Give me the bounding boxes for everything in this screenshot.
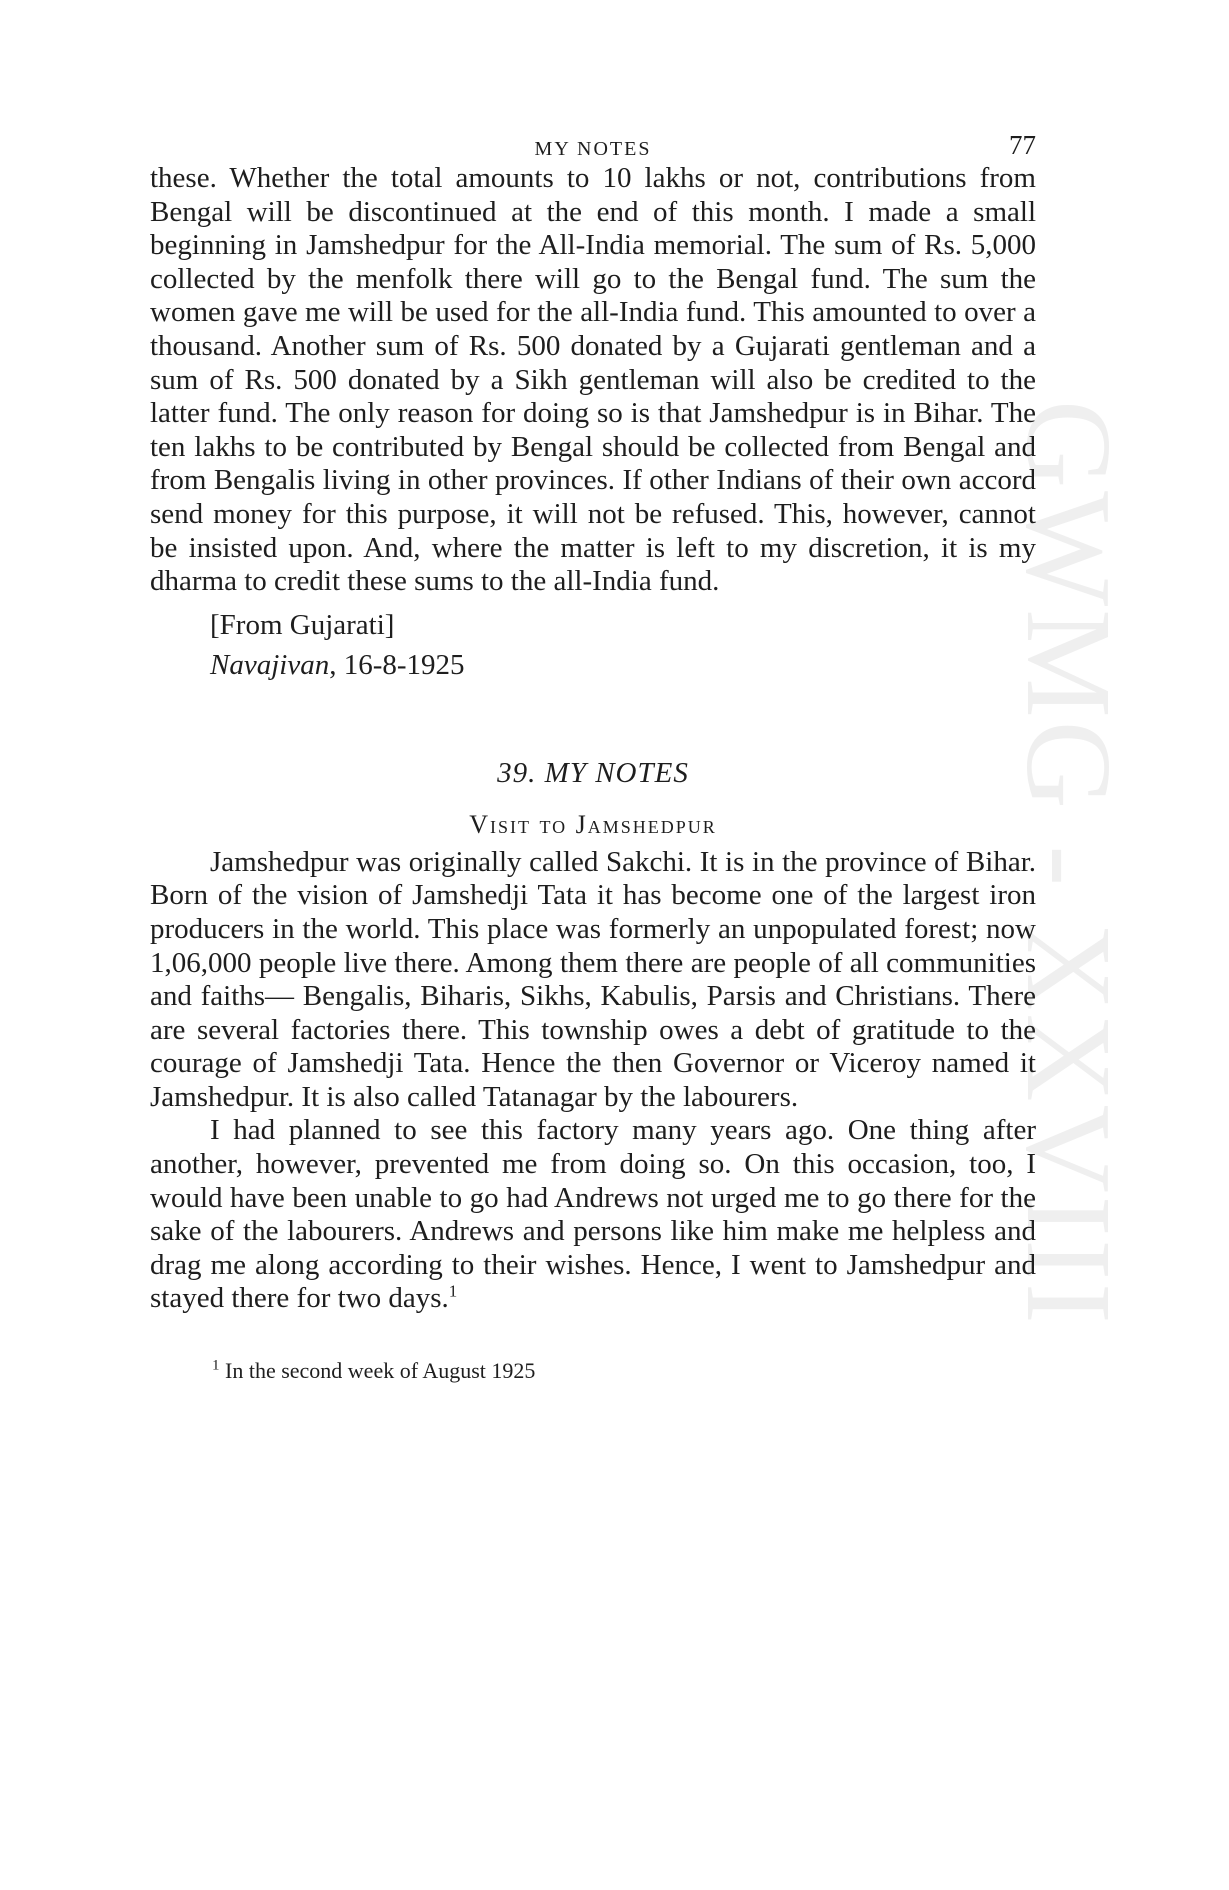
article-paragraph: Jamshedpur was originally called Sakchi. It is in the province of Bihar. Born of the vision of Jamshedji Tata it has become one of the largest iron producers in the world. This place was formerly an unpopulated forest; now 1,06,000 people live there. Among them there are people of all communities and faiths— Bengalis, Biharis, Sikhs, Kabulis, Parsis and Christians. There are several factories there. This township owes a debt of gratitude to the courage of Jamshedji Tata. Hence the then Governor or Viceroy named it Jamshedpur. It is also called Tatanagar by the labourers. — [150, 845, 1036, 1113]
footnote-reference: 1 — [448, 1281, 458, 1301]
running-title: MY NOTES — [534, 138, 652, 160]
running-head — [150, 128, 1036, 162]
article-paragraph — [150, 1114, 1036, 1316]
translation-note: [From Gujarati] — [210, 608, 395, 641]
source-separator: , — [329, 648, 337, 681]
footnote — [212, 1358, 1036, 1384]
section-heading: Visit to Jamshedpur — [469, 809, 717, 839]
article-heading: 39. MY NOTES — [497, 756, 689, 789]
article-paragraph-text: I had planned to see this factory many years ago. One thing after another, however, prevented me from doing so. On this occasion, too, I would have been unable to go had Andrews not urged me to go there for the sake of the labourers. Andrews and persons like him make me helpless and drag me along according to their wishes. Hence, I went to Jamshedpur and stayed there for two days. — [150, 1114, 1036, 1315]
watermark: GWMG - XXVIII — [1001, 400, 1136, 1327]
source-citation — [210, 645, 1036, 685]
document-page — [150, 128, 1036, 1384]
footnote-text: In the second week of August 1925 — [219, 1358, 536, 1384]
source-date: 16-8-1925 — [336, 648, 465, 681]
continued-paragraph: these. Whether the total amounts to 10 lakhs or not, contributions from Bengal will be discontinued at the end of this month. I made a small beginning in Jamshedpur for the All-India memorial. The sum of Rs. 5,000 collected by the menfolk there will go to the Bengal fund. The sum the women gave me will be used for the all-India fund. This amounted to over a thousand. Another sum of Rs. 500 donated by a Gujarati gentleman and a sum of Rs. 500 donated by a Sikh gentleman will also be credited to the latter fund. The only reason for doing so is that Jamshedpur is in Bihar. The ten lakhs to be contributed by Bengal should be collected from Bengal and from Bengalis living in other provinces. If other Indians of their own accord send money for this purpose, it will not be refused. This, however, cannot be insisted upon. And, where the matter is left to my discretion, it is my dharma to credit these sums to the all-India fund. — [150, 162, 1036, 598]
page-number: 77 — [1009, 130, 1036, 160]
source-journal: Navajivan — [210, 648, 330, 681]
footnote-marker: 1 — [212, 1357, 220, 1374]
